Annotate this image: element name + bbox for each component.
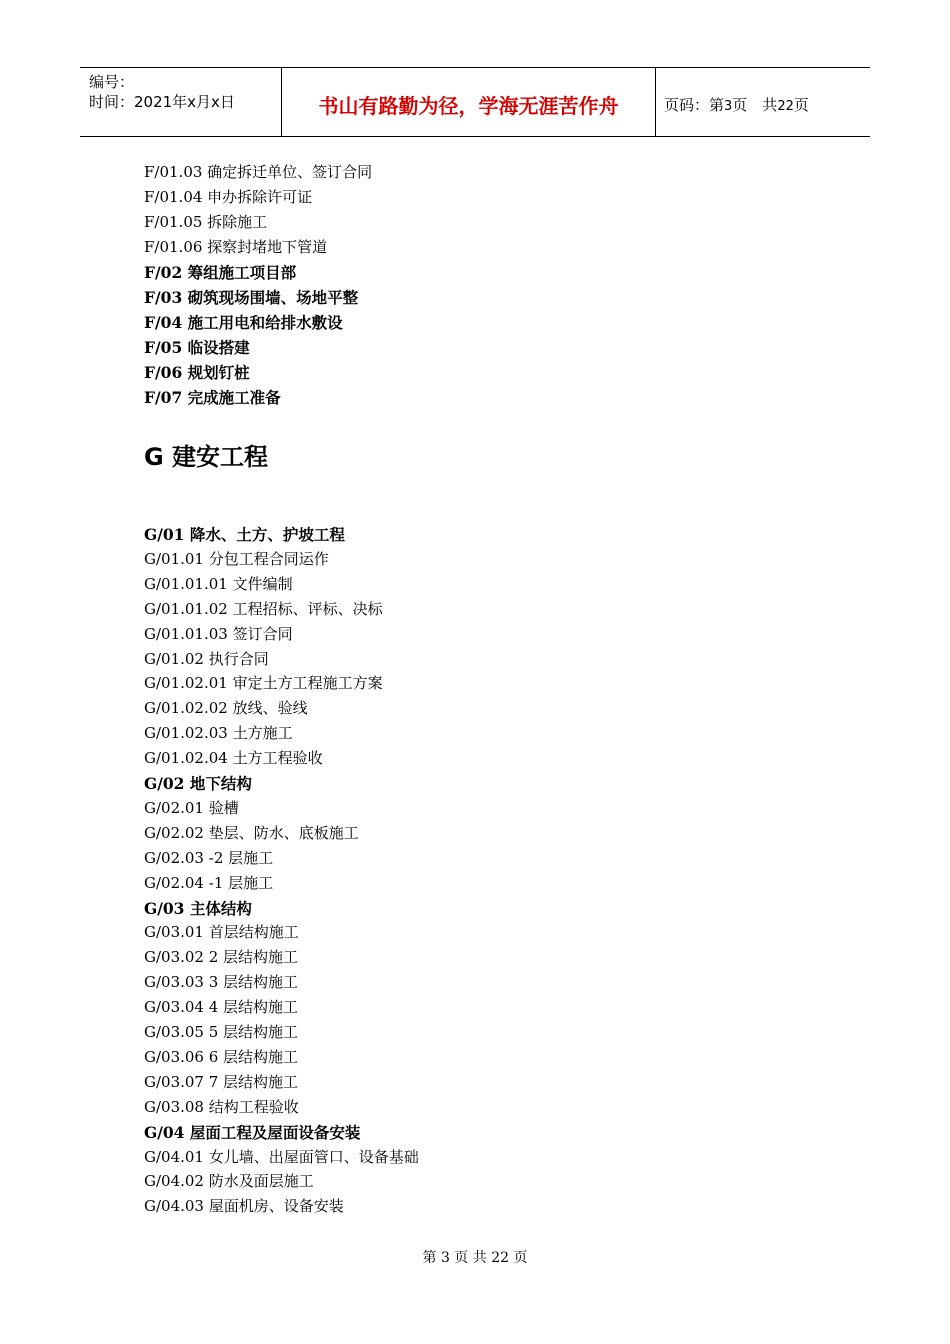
page-code: [664, 94, 809, 115]
outline-item: G/04.01 女儿墙、出屋面管口、设备基础: [144, 1147, 419, 1166]
outline-item: G/01.01.01 文件编制: [144, 574, 293, 593]
outline-item: G/04.03 屋面机房、设备安装: [144, 1197, 344, 1216]
outline-item: G/01.01 分包工程合同运作: [144, 549, 329, 568]
date-label: 时间：2021年x月x日: [89, 93, 235, 111]
header-right-cell: [655, 68, 870, 136]
outline-item: G/03.06 6 层结构施工: [144, 1047, 299, 1066]
outline-heading: F/03 砌筑现场围墙、场地平整: [144, 288, 359, 307]
outline-heading: G/04 屋面工程及屋面设备安装: [144, 1122, 361, 1142]
page-code-suffix: 页: [793, 96, 809, 114]
page-header: [80, 67, 870, 137]
outline-heading: F/04 施工用电和给排水敷设: [144, 313, 343, 332]
outline-item: F/01.05 拆除施工: [144, 213, 268, 231]
outline-item: G/03.01 首层结构施工: [144, 923, 299, 942]
page-code-total: 22: [777, 99, 794, 114]
header-left-cell: [80, 68, 281, 136]
page-code-middle: 页 共: [732, 96, 778, 114]
outline-item: F/01.04 申办拆除许可证: [144, 188, 313, 206]
outline-item: G/04.02 防水及面层施工: [144, 1172, 314, 1191]
page-code-prefix: 页码：第: [664, 96, 725, 114]
outline-heading: G/01 降水、土方、护坡工程: [144, 525, 345, 544]
outline-heading: G/02 地下结构: [144, 774, 252, 793]
outline-item: G/01.02.04 土方工程验收: [144, 749, 323, 768]
outline-item: G/03.02 2 层结构施工: [144, 948, 299, 967]
outline-item: G/03.08 结构工程验收: [144, 1097, 299, 1116]
outline-item: G/03.07 7 层结构施工: [144, 1072, 299, 1091]
outline-item: G/02.02 垫层、防水、底板施工: [144, 823, 359, 842]
outline-item: G/02.04 -1 层施工: [144, 873, 274, 892]
header-motto: 书山有路勤为径，学海无涯苦作舟: [318, 94, 619, 118]
outline-item: G/01.01.03 签订合同: [144, 624, 293, 643]
outline-heading: F/07 完成施工准备: [144, 388, 281, 407]
outline-item: G/03.03 3 层结构施工: [144, 973, 299, 992]
outline-item: G/03.05 5 层结构施工: [144, 1023, 299, 1041]
outline-item: G/01.02 执行合同: [144, 649, 269, 668]
header-middle-cell: [281, 68, 656, 136]
outline-heading: F/06 规划钉桩: [144, 363, 250, 382]
outline-item: G/02.01 验槽: [144, 798, 239, 817]
outline-item: G/01.02.02 放线、验线: [144, 699, 308, 718]
outline-heading: G/03 主体结构: [144, 898, 252, 918]
outline-item: G/02.03 -2 层施工: [144, 848, 274, 867]
outline-heading: F/05 临设搭建: [144, 338, 250, 357]
serial-number-label: 编号：: [89, 73, 135, 91]
outline-item: G/01.02.03 土方施工: [144, 724, 293, 743]
page-footer: 第 3 页 共 22 页: [422, 1250, 528, 1266]
outline-item: F/01.06 探察封堵地下管道: [144, 238, 328, 256]
outline-item: G/01.02.01 审定土方工程施工方案: [144, 674, 383, 693]
page-code-number: 3: [724, 99, 733, 114]
outline-item: G/03.04 4 层结构施工: [144, 998, 299, 1017]
section-title: G 建安工程: [144, 443, 269, 471]
outline-heading: F/02 筹组施工项目部: [144, 263, 297, 282]
outline-item: G/01.01.02 工程招标、评标、决标: [144, 599, 383, 618]
outline-item: F/01.03 确定拆迁单位、签订合同: [144, 163, 373, 181]
